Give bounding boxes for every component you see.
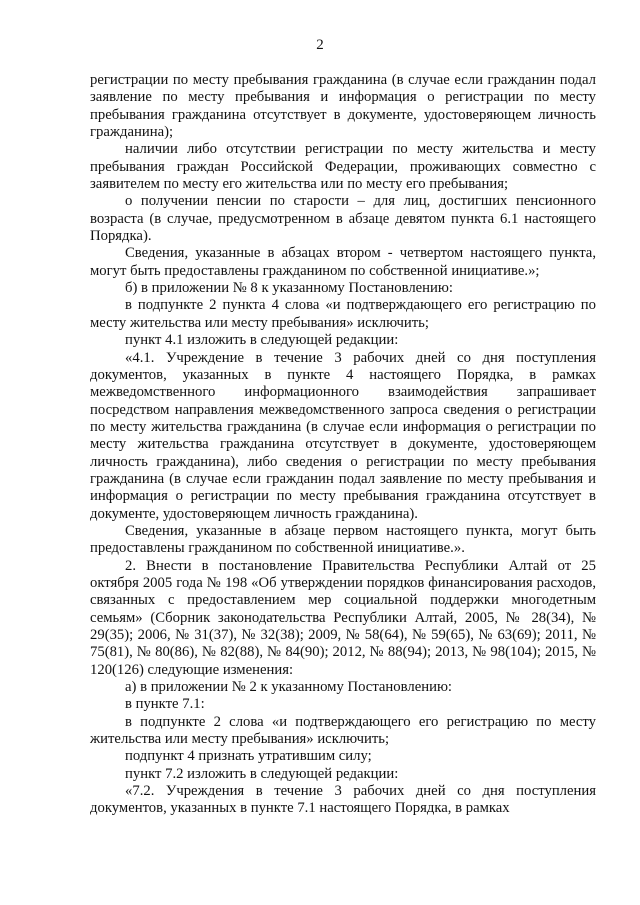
paragraph: Сведения, указанные в абзаце первом настоящего пункта, могут быть предоставлены гражданином по собственной инициативе.». [90,522,596,557]
paragraph: в пункте 7.1: [125,696,205,713]
paragraph: «4.1. Учреждение в течение 3 рабочих дней со дня поступления документов, указанных в пункте 4 настоящего Порядка, в рамках межведомственного информационного взаимодействия запрашивает посредством направления межведомственного запроса сведения о регистрации по месту жительства гражданина (в случае если информация о регистрации по месту жительства гражданина отсутствует в документе, удостоверяющем личность гражданина), либо сведения о регистрации по месту пребывания гражданина (в случае если гражданин подал заявление по месту пребывания и информация о регистрации по месту пребывания гражданина отсутствует в документе, удостоверяющем личность гражданина). [90,349,596,522]
page-number: 2 [316,37,324,53]
paragraph: пункт 7.2 изложить в следующей редакции: [125,765,399,782]
paragraph: о получении пенсии по старости – для лиц, достигших пенсионного возраста (в случае, предусмотренном в абзаце девятом пункта 6.1 настоящего Порядка). [90,193,596,245]
paragraph: наличии либо отсутствии регистрации по месту жительства и месту пребывания граждан Российской Федерации, проживающих совместно с заявителем по месту его жительства или по месту его пребывания; [90,141,596,193]
paragraph: в подпункте 2 слова «и подтверждающего его регистрацию по месту жительства или месту пребывания» исключить; [90,713,596,748]
paragraph: подпункт 4 признать утратившим силу; [125,748,372,765]
paragraph: регистрации по месту пребывания гражданина (в случае если гражданин подал заявление по месту пребывания и информация о регистрации по месту пребывания гражданина отсутствует в документе, удостоверяющем личность гражданина); [90,72,596,141]
document-body [90,72,596,818]
paragraph: Сведения, указанные в абзацах втором - четвертом настоящего пункта, могут быть предоставлены гражданином по собственной инициативе.»; [90,245,596,279]
paragraph: в подпункте 2 пункта 4 слова «и подтверждающего его регистрацию по месту жительства или месту пребывания» исключить; [90,297,596,331]
paragraph: б) в приложении № 8 к указанному Постановлению: [125,280,453,297]
paragraph: 2. Внести в постановление Правительства Республики Алтай от 25 октября 2005 года № 198 «Об утверждении порядков финансирования расходов, связанных с предоставлением мер социальной поддержки многодетным семьям» (Сборник законодательства Республики Алтай, 2005, № 28(34), № 29(35); 2006, № 31(37), № 32(38); 2009, № 58(64), № 59(65), № 63(69); 2011, № 75(81), № 80(86), № 82(88), № 84(90); 2012, № 88(94); 2013, № 98(104); 2015, № 120(126) следующие изменения: [90,557,596,678]
paragraph: пункт 4.1 изложить в следующей редакции: [125,332,399,349]
paragraph: а) в приложении № 2 к указанному Постановлению: [125,679,453,696]
paragraph: «7.2. Учреждения в течение 3 рабочих дней со дня поступления документов, указанных в пункте 7.1 настоящего Порядка, в рамках [90,783,596,817]
